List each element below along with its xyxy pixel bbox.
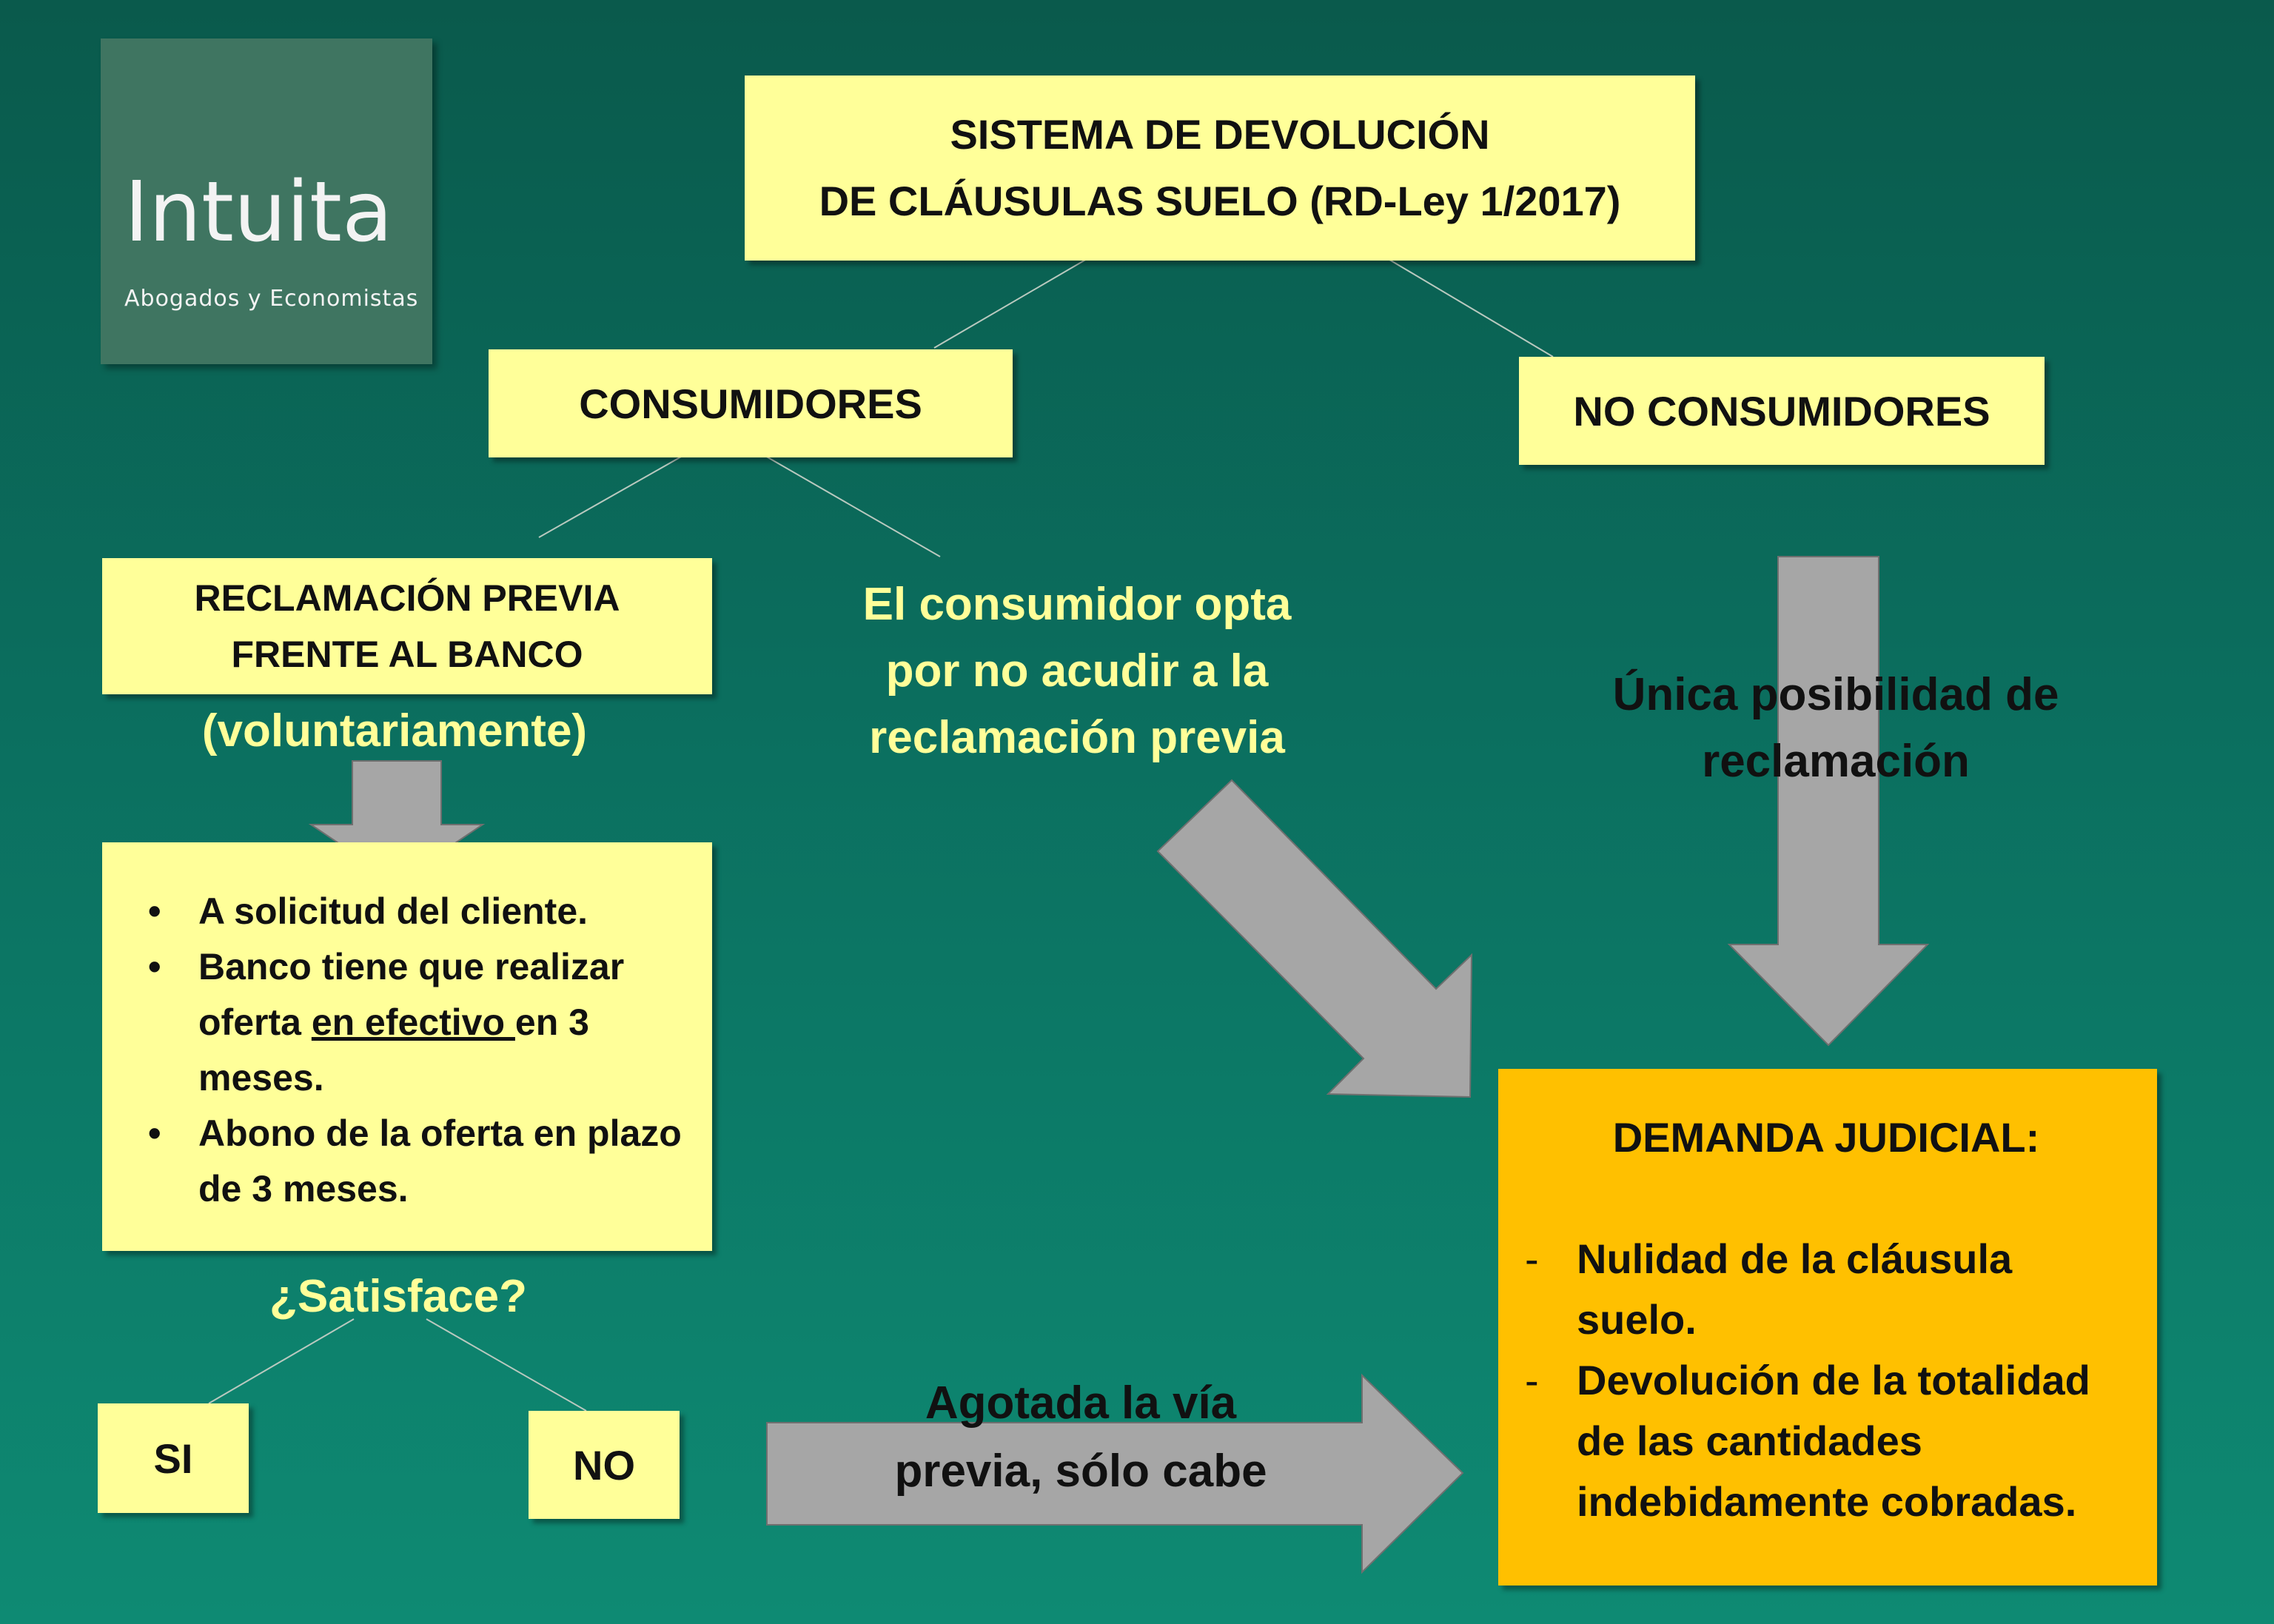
demanda-item: - Devolución de la totalidad de las cantidades indebidamente cobradas. bbox=[1525, 1350, 2127, 1532]
logo-subtitle: Abogados y Economistas bbox=[124, 286, 419, 312]
opta-line1: El consumidor opta bbox=[862, 579, 1292, 630]
satisface-text: ¿Satisface? bbox=[269, 1271, 528, 1322]
logo-name: Intuita bbox=[124, 164, 393, 261]
si-box bbox=[98, 1403, 249, 1513]
steps-item: • A solicitud del cliente. bbox=[148, 884, 682, 939]
demanda-list bbox=[1525, 1229, 2127, 1532]
reclamacion-line2: FRENTE AL BANCO bbox=[231, 634, 583, 675]
arrow-down-no-consumidores bbox=[1729, 557, 1928, 1045]
opta-line3: reclamación previa bbox=[869, 712, 1285, 763]
demanda-item: - Nulidad de la cláusula suelo. bbox=[1525, 1229, 2127, 1350]
no-consumidores-box bbox=[1519, 357, 2045, 465]
consumidores-box bbox=[489, 349, 1013, 457]
agotada-line1: Agotada la vía bbox=[925, 1378, 1237, 1429]
reclamacion-line1: RECLAMACIÓN PREVIA bbox=[194, 577, 620, 619]
voluntariamente-text: (voluntariamente) bbox=[201, 705, 588, 756]
connector-title-no-consumidores bbox=[1371, 249, 1553, 357]
connector-title-consumidores bbox=[934, 259, 1087, 348]
agotada-text bbox=[822, 1369, 1340, 1506]
reclamacion-previa-box bbox=[102, 558, 712, 694]
unica-line2: reclamación bbox=[1702, 736, 1970, 787]
steps-item: • Abono de la oferta en plazo de 3 meses. bbox=[148, 1106, 682, 1217]
title-line2: DE CLÁUSULAS SUELO (RD-Ley 1/2017) bbox=[819, 178, 1621, 224]
si-label: SI bbox=[153, 1435, 193, 1482]
connector-consumidores-opta bbox=[755, 450, 940, 557]
consumidores-label: CONSUMIDORES bbox=[579, 380, 922, 427]
steps-box bbox=[102, 842, 712, 1251]
no-box bbox=[529, 1411, 680, 1519]
title-line1: SISTEMA DE DEVOLUCIÓN bbox=[950, 111, 1490, 158]
demanda-box bbox=[1498, 1069, 2157, 1586]
opta-line2: por no acudir a la bbox=[885, 645, 1269, 697]
no-consumidores-label: NO CONSUMIDORES bbox=[1573, 387, 1990, 434]
demanda-title: DEMANDA JUDICIAL: bbox=[1612, 1114, 2040, 1161]
agotada-line2: previa, sólo cabe bbox=[894, 1446, 1267, 1497]
opta-text bbox=[822, 571, 1332, 771]
intuita-logo bbox=[101, 38, 432, 364]
unica-text bbox=[1547, 662, 2124, 795]
no-label: NO bbox=[573, 1441, 635, 1489]
title-box bbox=[745, 76, 1695, 261]
connector-satisface-no bbox=[426, 1319, 586, 1411]
arrow-diagonal-opta bbox=[1158, 780, 1472, 1097]
steps-item: • Banco tiene que realizar oferta en efectivo en 3 meses. bbox=[148, 939, 682, 1106]
connector-consumidores-reclamacion bbox=[539, 450, 693, 537]
connector-satisface-si bbox=[209, 1319, 354, 1403]
unica-line1: Única posibilidad de bbox=[1612, 669, 2059, 720]
steps-list bbox=[148, 884, 682, 1217]
